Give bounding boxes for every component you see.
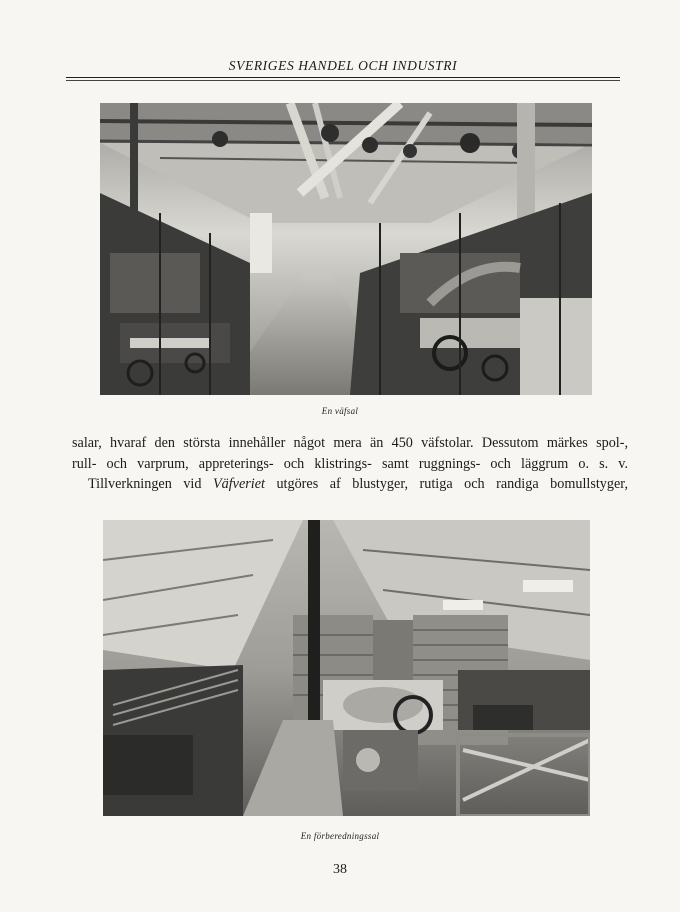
- text-line: salar, hvaraf den största innehåller något mera än 450 väfstolar. Dessutom märkes spol-,: [72, 435, 628, 451]
- text-line: [72, 474, 628, 495]
- text-span: utgöres af blustyger, rutiga och randiga bomullstyger,: [264, 476, 628, 492]
- body-paragraph: [72, 433, 628, 495]
- text-span: Tillverkningen vid: [88, 476, 213, 492]
- running-header: SVERIGES HANDEL OCH INDUSTRI: [228, 58, 458, 73]
- page-number: 38: [333, 862, 347, 877]
- weaving-hall-photo: [100, 103, 592, 395]
- figure-caption: En förberedningssal: [300, 831, 380, 841]
- text-line: rull- och varprum, appreterings- och klistrings- samt ruggnings- och läggrum o. s. v.: [72, 455, 628, 472]
- preparation-hall-photo: [103, 520, 590, 816]
- header-rule-thin: [66, 80, 620, 81]
- emphasis-text: Väfveriet: [212, 476, 265, 492]
- figure-caption: En väfsal: [321, 406, 359, 416]
- header-rule: [66, 77, 620, 78]
